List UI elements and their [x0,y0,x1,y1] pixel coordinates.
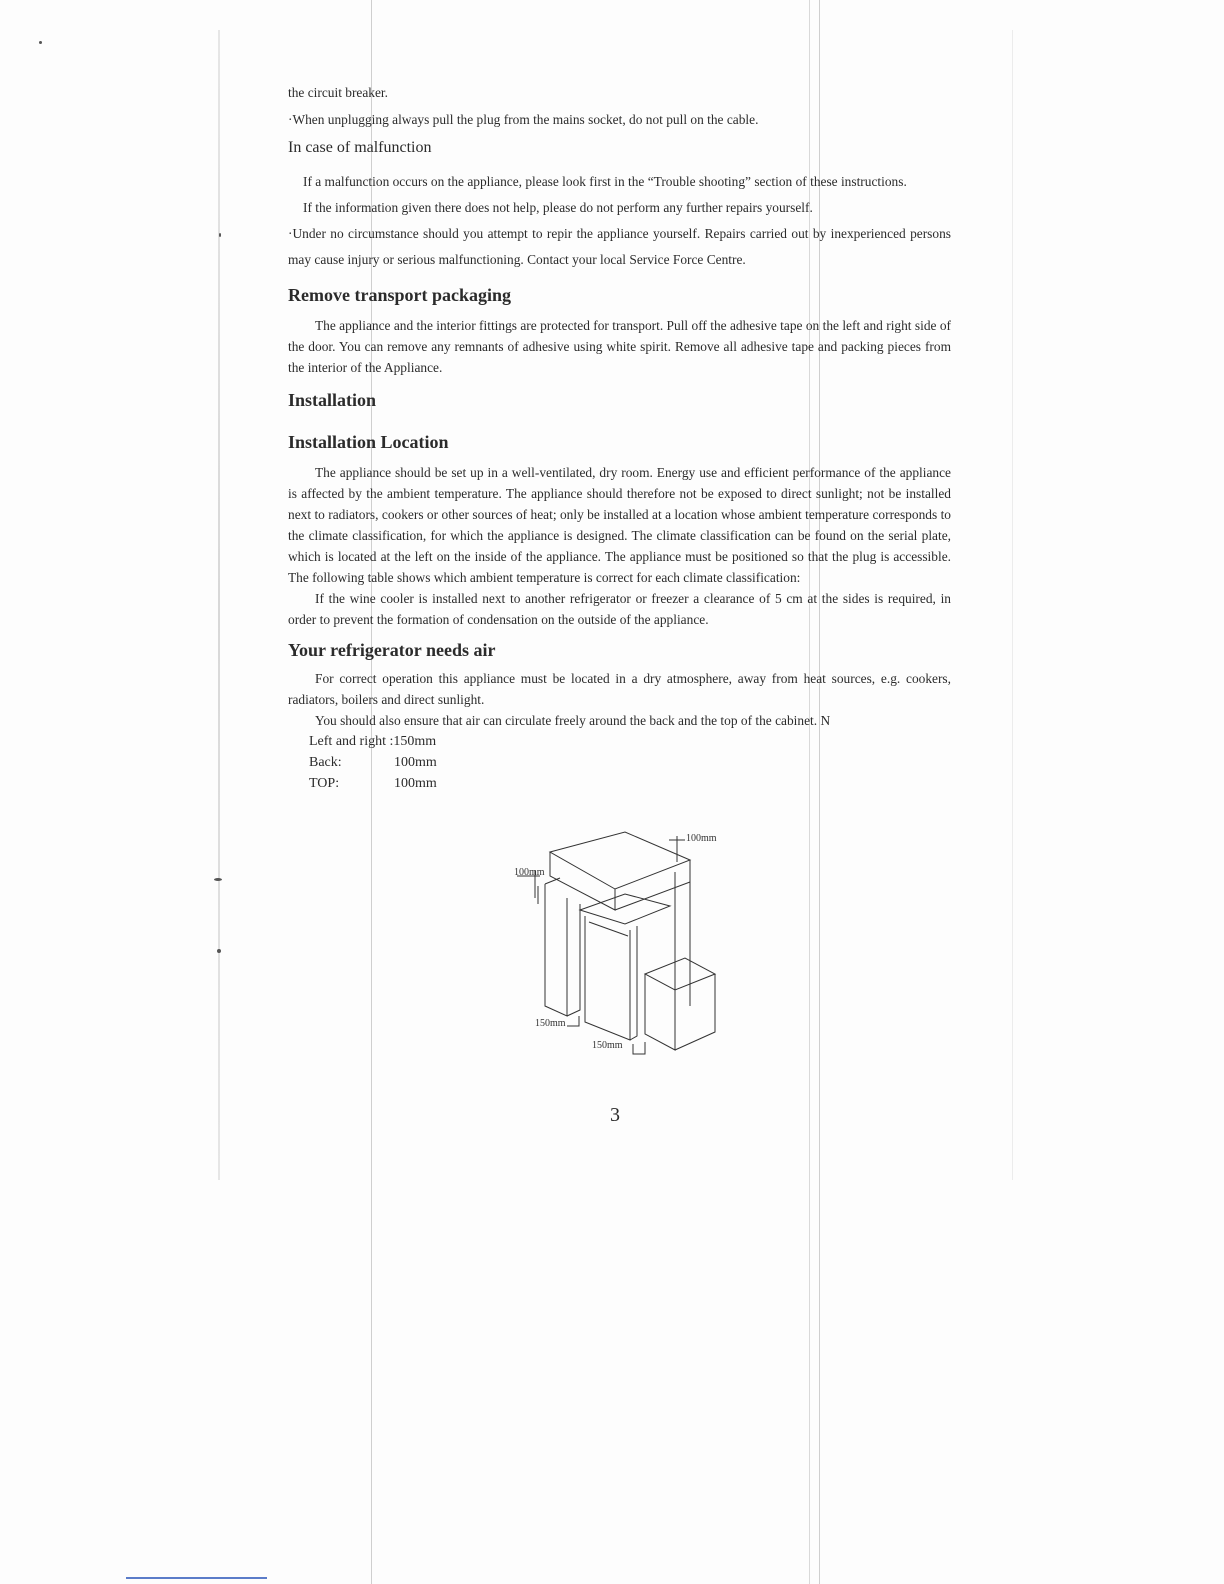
clearance-value: 100mm [394,755,437,770]
scan-speck [214,878,222,881]
diagram-label-top: 100mm [686,833,717,844]
clearance-row [309,752,951,773]
page-edge-shadow [1012,30,1013,1180]
section-heading-location: Installation Location [288,432,449,452]
paragraph: ·Under no circumstance should you attempt to repir the appliance yourself. Repairs carried out by inexperienced persons may cause injury or serious malfunctioning. Contact your local Service Force Centre. [288,226,951,267]
diagram-label-back: 100mm [514,867,545,878]
page-edge-shadow [218,30,220,1180]
diagram-label-right: 150mm [592,1040,623,1051]
text-line: ·When unplugging always pull the plug from the mains socket, do not pull on the cable. [288,112,759,127]
paragraph: If a malfunction occurs on the appliance, please look first in the “Trouble shooting” section of these instructions. [303,174,907,189]
text-line: the circuit breaker. [288,85,389,100]
diagram-label-left: 150mm [535,1018,566,1029]
top-clearance-block [550,832,690,889]
clearance-diagram-figure [505,826,730,1058]
paragraph: You should also ensure that air can circulate freely around the back and the top of the cabinet. N [315,713,831,728]
left-clearance-block [545,884,567,1016]
document-body [288,82,951,794]
paragraph: The appliance and the interior fittings are protected for transport. Pull off the adhesive tape on the left and right side of the door. You can remove any remnants of adhesive using white spirit. Remove all adhesive tape and packing pieces from the interior of the Appliance. [288,318,951,375]
section-heading-malfunction: In case of malfunction [288,139,432,156]
page-number: 3 [610,1104,620,1126]
clearance-label: Left and right :150mm [309,734,437,749]
clearance-label: Back: [309,755,342,770]
clearance-value: 100mm [394,776,437,791]
scan-speck [219,233,221,237]
section-heading-transport: Remove transport packaging [288,285,511,305]
clearance-diagram [505,826,730,1058]
section-heading-air: Your refrigerator needs air [288,640,496,660]
clearance-label: TOP: [309,776,340,791]
clearance-row [309,773,951,794]
paragraph: For correct operation this appliance must be located in a dry atmosphere, away from heat sources, e.g. cookers, radiators, boilers and direct sunlight. [288,671,951,707]
scan-speck [39,41,42,44]
scan-speck [217,949,221,953]
dimension-line [669,836,685,862]
section-heading-installation: Installation [288,390,377,410]
scan-edge-mark [126,1577,267,1579]
dimension-line [633,1042,645,1054]
dimension-line [567,1016,579,1026]
paragraph: If the wine cooler is installed next to another refrigerator or freezer a clearance of 5 cm at the sides is required, in order to prevent the formation of condensation on the outside of the appliance. [288,591,951,627]
paragraph: The appliance should be set up in a well-ventilated, dry room. Energy use and efficient performance of the appliance is affected by the ambient temperature. The appliance should therefore not be exposed to direct sunlight; not be installed next to radiators, cookers or other sources of heat; only be installed at a location whose ambient temperature corresponds to the climate classification, for which the appliance is designed. The climate classification can be found on the serial plate, which is located at the left on the inside of the appliance. The appliance must be positioned so that the plug is accessible. The following table shows which ambient temperature is correct for each climate classification: [288,465,951,585]
right-clearance-block [645,958,715,990]
clearance-row [309,731,951,752]
paragraph: If the information given there does not help, please do not perform any further repairs yourself. [303,200,813,215]
